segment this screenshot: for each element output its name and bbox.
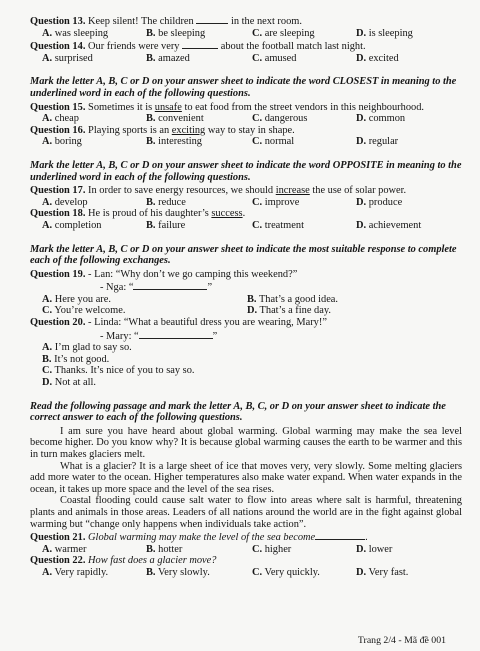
question-number: Question 15. bbox=[30, 101, 86, 113]
option-d: D. lower bbox=[356, 543, 393, 555]
question-text: the use of solar power. bbox=[312, 185, 407, 197]
option-b: B. failure bbox=[146, 219, 186, 231]
answer-blank bbox=[182, 39, 218, 49]
option-a: A. completion bbox=[42, 219, 102, 231]
question-text: in the next room. bbox=[230, 16, 302, 27]
question-number: Question 18. bbox=[30, 208, 86, 220]
answer-blank bbox=[315, 530, 365, 540]
question-22 bbox=[30, 555, 462, 567]
option-c: C. amused bbox=[252, 52, 297, 64]
options-16 bbox=[30, 136, 462, 148]
question-21: Question 21. Global warming may make the level of the sea become . bbox=[30, 532, 368, 544]
option-a: A. Here you are. bbox=[42, 293, 111, 305]
question-text: Global warming may make the level of the sea become bbox=[88, 532, 316, 544]
instruction-response: Mark the letter A, B, C or D on your answer sheet to indicate the most suitable response to complete each of the following exchanges. bbox=[30, 243, 457, 267]
option-b: B. convenient bbox=[146, 113, 204, 125]
question-text: way to stay in shape. bbox=[207, 124, 295, 136]
passage-paragraph-1: I am sure you have heard about global warming. Global warming may make the sea level become higher. Do you know why? It is because global warming causes the earth to be warmer and this in turn makes glaciers melt. bbox=[30, 425, 462, 460]
option-b: B. Very slowly. bbox=[146, 566, 210, 578]
options-15 bbox=[30, 113, 462, 125]
question-text: Sometimes it is bbox=[88, 101, 153, 113]
question-number: Question 21. bbox=[30, 532, 86, 544]
option-c: C. Thanks. It’s nice of you to say so. bbox=[42, 365, 195, 377]
option-b: B. be sleeping bbox=[146, 27, 206, 39]
answer-blank bbox=[133, 280, 207, 290]
options-19 bbox=[30, 294, 462, 317]
option-a: A. warmer bbox=[42, 543, 87, 555]
option-d: D. is sleeping bbox=[356, 27, 413, 39]
option-a: A. surprised bbox=[42, 52, 93, 64]
question-16 bbox=[30, 125, 462, 137]
option-a: A. I’m glad to say so. bbox=[42, 342, 132, 354]
options-20 bbox=[30, 342, 462, 388]
question-text: Playing sports is an bbox=[88, 124, 170, 136]
option-b: B. amazed bbox=[146, 52, 190, 64]
option-c: C. dangerous bbox=[252, 113, 308, 125]
question-number: Question 19. bbox=[30, 268, 86, 280]
page-footer: Trang 2/4 - Mã đề 001 bbox=[357, 635, 446, 647]
option-d: D. achievement bbox=[356, 219, 422, 231]
options-14 bbox=[30, 53, 462, 65]
instruction-closest: Mark the letter A, B, C or D on your answer sheet to indicate the word CLOSEST in meaning to the underlined word in each of the following questions. bbox=[30, 76, 457, 99]
option-b: B. That’s a good idea. bbox=[247, 293, 339, 305]
question-19 bbox=[30, 269, 462, 281]
question-13 bbox=[30, 14, 462, 28]
option-b: B. It’s not good. bbox=[42, 353, 110, 365]
dialogue-line: - Lan: “Why don’t we go camping this weekend?” bbox=[88, 268, 298, 280]
passage-paragraph-3: Coastal flooding could cause salt water to flow into areas where salt is harmful, threatening plants and animals in those areas. Leaders of all nations around the world are in the fight against global warming but “change only happens when individuals take action”. bbox=[30, 495, 462, 530]
option-c: C. Very quickly. bbox=[252, 566, 320, 578]
option-d: D. produce bbox=[356, 196, 403, 208]
option-b: B. reduce bbox=[146, 196, 186, 208]
question-text: about the football match last night. bbox=[220, 41, 366, 53]
question-14 bbox=[30, 39, 462, 53]
question-text: How fast does a glacier move? bbox=[88, 555, 217, 567]
dialogue-response: - Nga: “ ” bbox=[100, 282, 213, 294]
options-22 bbox=[30, 567, 462, 579]
question-text: . bbox=[242, 208, 246, 220]
options-13 bbox=[30, 28, 462, 40]
passage-paragraph-2: What is a glacier? It is a large sheet of ice that moves very, very slowly. Some melting glaciers add more water to the ocean. Higher temperatures also make water expand. When water expands in the ocean, it takes up more space and the level of the sea rises. bbox=[30, 460, 462, 495]
instruction-opposite: Mark the letter A, B, C or D on your answer sheet to indicate the word OPPOSITE in meaning to the underlined word in each of the following questions. bbox=[30, 159, 462, 183]
underlined-word: unsafe bbox=[154, 101, 182, 113]
option-c: C. treatment bbox=[252, 219, 304, 231]
question-17 bbox=[30, 185, 462, 197]
question-text: In order to save energy resources, we should bbox=[88, 185, 274, 197]
option-a: A. Very rapidly. bbox=[42, 566, 109, 578]
option-a: A. boring bbox=[42, 136, 82, 148]
option-d: D. excited bbox=[356, 52, 399, 64]
option-c: C. normal bbox=[252, 136, 295, 148]
underlined-word: success bbox=[211, 208, 243, 220]
underlined-word: increase bbox=[275, 185, 310, 197]
option-c: C. improve bbox=[252, 196, 300, 208]
question-number: Question 16. bbox=[30, 124, 86, 136]
option-d: D. Not at all. bbox=[42, 377, 96, 389]
answer-blank bbox=[139, 329, 213, 339]
option-b: B. hotter bbox=[146, 543, 183, 555]
question-text: to eat food from the street vendors in this neighbourhood. bbox=[184, 101, 424, 113]
question-number: Question 14. bbox=[30, 41, 86, 53]
question-text: Keep silent! The children bbox=[88, 16, 194, 27]
question-number: Question 22. bbox=[30, 555, 86, 567]
option-a: A. was sleeping bbox=[42, 27, 109, 39]
option-b: B. interesting bbox=[146, 136, 203, 148]
option-d: D. common bbox=[356, 113, 406, 125]
question-number: Question 17. bbox=[30, 185, 86, 197]
option-c: C. You’re welcome. bbox=[42, 305, 126, 317]
options-18 bbox=[30, 220, 462, 232]
answer-blank bbox=[196, 14, 228, 24]
option-d: D. Very fast. bbox=[356, 566, 409, 578]
question-number: Question 20. bbox=[30, 317, 86, 329]
option-a: A. develop bbox=[42, 196, 88, 208]
option-d: D. That’s a fine day. bbox=[247, 305, 331, 317]
question-20 bbox=[30, 317, 462, 329]
question-number: Question 13. bbox=[30, 16, 86, 27]
option-c: C. higher bbox=[252, 543, 292, 555]
underlined-word: exciting bbox=[171, 124, 206, 136]
instruction-passage: Read the following passage and mark the letter A, B, C, or D on your answer sheet to indicate the correct answer to each of the following questions. bbox=[30, 400, 446, 424]
dialogue-line: - Linda: “What a beautiful dress you are wearing, Mary!” bbox=[88, 317, 327, 329]
option-d: D. regular bbox=[356, 136, 399, 148]
question-15 bbox=[30, 102, 462, 114]
question-18 bbox=[30, 208, 462, 220]
dialogue-response: - Mary: “ ” bbox=[100, 330, 218, 342]
options-17 bbox=[30, 197, 462, 209]
option-a: A. cheap bbox=[42, 113, 79, 125]
question-text: He is proud of his daughter’s bbox=[88, 208, 209, 220]
option-c: C. are sleeping bbox=[252, 27, 315, 39]
options-21 bbox=[30, 544, 462, 556]
question-text: Our friends were very bbox=[88, 41, 180, 53]
